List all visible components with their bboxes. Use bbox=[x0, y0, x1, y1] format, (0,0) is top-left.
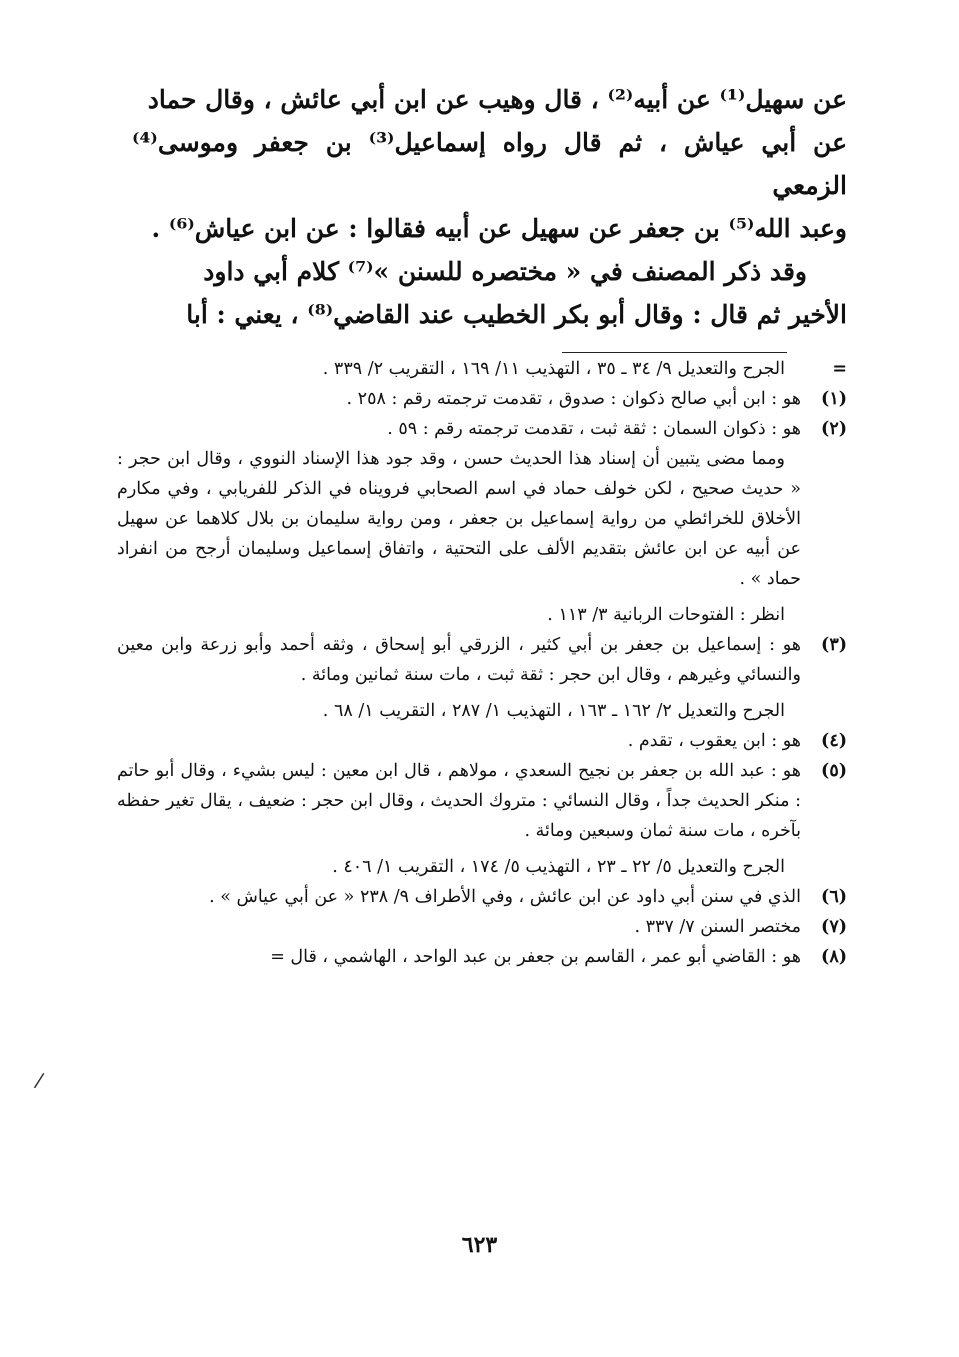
footnote-number: (٨) bbox=[821, 947, 847, 967]
footnote-number: (٦) bbox=[821, 887, 847, 907]
main-line: عن سهيل⁽¹⁾ عن أبيه⁽²⁾ ، قال وهيب عن ابن أبي عائش ، وقال حماد bbox=[147, 85, 847, 114]
footnote-continuation bbox=[117, 354, 847, 384]
main-line: عن أبي عياش ، ثم قال رواه إسماعيل⁽³⁾ بن جعفر وموسى⁽⁴⁾ الزمعي bbox=[132, 128, 847, 200]
footnote-2-paragraph: ومما مضى يتبين أن إسناد هذا الحديث حسن ، وقد جود هذا الإسناد النووي ، وقال ابن حجر : « حديث صحيح ، لكن خولف حماد في اسم الصحابي فرويناه في الذكر للفريابي ، وفي مكارم الأخلاق للخرائطي من رواية إسماعيل بن جعفر ، ومن رواية سليمان بن بلال كلاهما عن سهيل عن أبيه عن ابن عائش بتقديم الألف على التحتية ، واتفاق إسماعيل وسليمان أرجح من انفراد حماد » . bbox=[117, 449, 801, 589]
footnote-8 bbox=[117, 942, 847, 972]
footnote-number: (٣) bbox=[821, 635, 847, 655]
footnote-text: هو : ابن يعقوب ، تقدم . bbox=[627, 731, 801, 751]
footnote-4 bbox=[117, 726, 847, 756]
footnote-6 bbox=[117, 882, 847, 912]
footnote-5 bbox=[117, 756, 847, 846]
footnote-text: هو : عبد الله بن جعفر بن نجيح السعدي ، مولاهم ، قال ابن معين : ليس بشيء ، وقال أبو حاتم : منكر الحديث جداً ، وقال النسائي : متروك الحديث ، وقال ابن حجر : ضعيف ، يقال تغير حفظه بآخره ، مات سنة ثمان وسبعين ومائة . bbox=[117, 761, 801, 841]
continuation-text: الجرح والتعديل ٩/ ٣٤ ـ ٣٥ ، التهذيب ١١/ ١٦٩ ، التقريب ٢/ ٣٣٩ . bbox=[322, 359, 785, 379]
main-line bbox=[132, 250, 847, 293]
footnote-5-source: الجرح والتعديل ٥/ ٢٢ ـ ٢٣ ، التهذيب ٥/ ١٧٤ ، التقريب ١/ ٤٠٦ . bbox=[332, 857, 785, 877]
footnote-3 bbox=[117, 630, 847, 690]
footnote-number: (٤) bbox=[821, 731, 847, 751]
footnote-1 bbox=[117, 384, 847, 414]
main-paragraph-1 bbox=[132, 78, 847, 250]
footnote-2 bbox=[117, 414, 847, 444]
footnote-number: (٧) bbox=[821, 917, 847, 937]
page-number: ٦٢٣ bbox=[461, 1232, 498, 1258]
continuation-mark: = bbox=[832, 359, 847, 379]
footnote-text: هو : ذكوان السمان : ثقة ثبت ، تقدمت ترجمته رقم : ٥٩ . bbox=[387, 419, 801, 439]
main-line: الأخير ثم قال : وقال أبو بكر الخطيب عند القاضي⁽⁸⁾ ، يعني : أبا bbox=[186, 300, 847, 329]
footnote-text: مختصر السنن ٧/ ٣٣٧ . bbox=[634, 917, 801, 937]
footnote-number: (٥) bbox=[821, 761, 847, 781]
footnote-number: (٢) bbox=[821, 419, 847, 439]
footnote-text: هو : القاضي أبو عمر ، القاسم بن جعفر بن عبد الواحد ، الهاشمي ، قال = bbox=[270, 947, 801, 967]
main-line-text: وقد ذكر المصنف في « مختصره للسنن »⁽⁷⁾ كلام أبي داود bbox=[203, 257, 807, 286]
footnote-separator bbox=[562, 352, 787, 353]
footnote-7 bbox=[117, 912, 847, 942]
footnote-text: هو : ابن أبي صالح ذكوان : صدوق ، تقدمت ترجمته رقم : ٢٥٨ . bbox=[346, 389, 801, 409]
main-line: وعبد الله⁽⁵⁾ بن جعفر عن سهيل عن أبيه فقالوا : عن ابن عياش⁽⁶⁾ . bbox=[151, 214, 847, 243]
footnote-text: الذي في سنن أبي داود عن ابن عائش ، وفي الأطراف ٩/ ٢٣٨ « عن أبي عياش » . bbox=[209, 887, 801, 907]
main-paragraph-2 bbox=[132, 250, 847, 336]
footnote-number: (١) bbox=[821, 389, 847, 409]
footnote-text: هو : إسماعيل بن جعفر بن أبي كثير ، الزرقي أبو إسحاق ، وثقه أحمد وأبو زرعة وابن معين والنسائي وغيرهم ، وقال ابن حجر : ثقة ثبت ، مات سنة ثمانين ومائة . bbox=[117, 635, 801, 685]
footnote-3-source: الجرح والتعديل ٢/ ١٦٢ ـ ١٦٣ ، التهذيب ١/ ٢٨٧ ، التقريب ١/ ٦٨ . bbox=[322, 701, 785, 721]
margin-pen-mark: / bbox=[33, 1067, 46, 1093]
footnotes bbox=[117, 354, 847, 972]
footnote-2-source: انظر : الفتوحات الربانية ٣/ ١١٣ . bbox=[547, 605, 785, 625]
